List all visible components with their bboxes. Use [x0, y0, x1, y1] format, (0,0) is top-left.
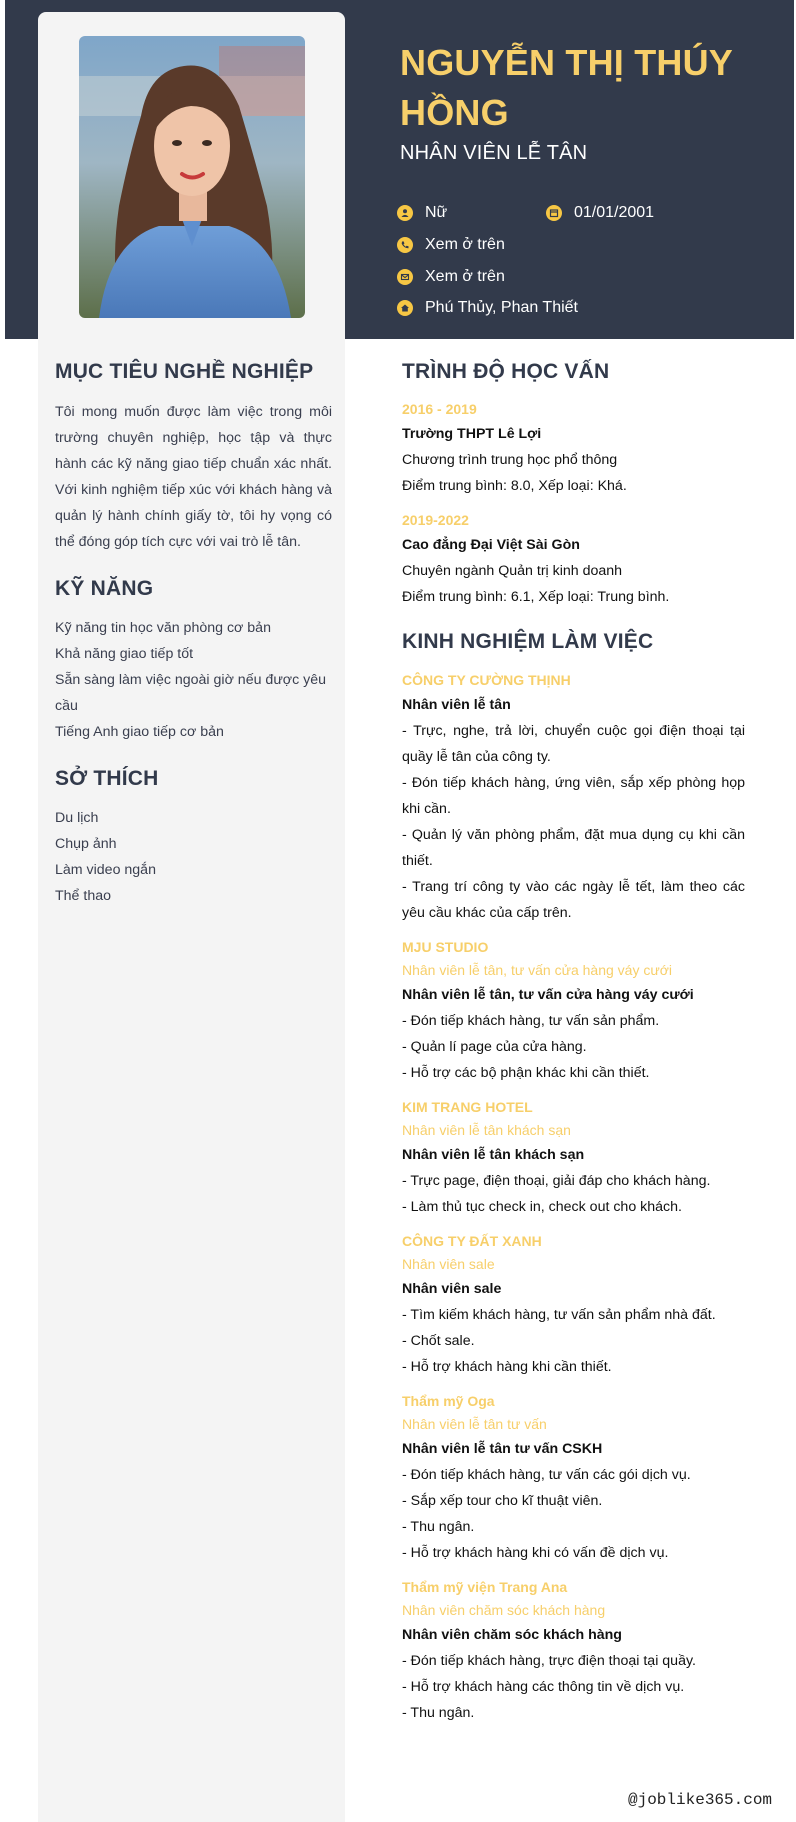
birthdate-row: [546, 204, 654, 222]
skills-list: [55, 615, 332, 745]
experience-position: Nhân viên lễ tân tư vấn CSKH: [402, 1441, 603, 1457]
experience-title: KINH NGHIỆM LÀM VIỆC: [402, 630, 654, 653]
experience-entry: [402, 936, 745, 1086]
experience-line: - Hỗ trợ các bộ phận khác khi cần thiết.: [402, 1065, 650, 1081]
experience-subtitle: Nhân viên lễ tân khách sạn: [402, 1122, 571, 1138]
calendar-icon: [546, 205, 562, 221]
skill-item: Sẵn sàng làm việc ngoài giờ nếu được yêu cầu: [55, 672, 327, 714]
education-list: [402, 398, 745, 620]
education-school: Trường THPT Lê Lợi: [402, 426, 542, 442]
skills-title: KỸ NĂNG: [55, 577, 154, 600]
home-icon: [397, 300, 413, 316]
experience-line: - Quản lí page của cửa hàng.: [402, 1039, 587, 1055]
hobbies-list: [55, 805, 332, 909]
hobby-item: Du lịch: [55, 810, 99, 826]
experience-position: Nhân viên lễ tân, tư vấn cửa hàng váy cưới: [402, 987, 694, 1003]
education-period: 2016 - 2019: [402, 401, 477, 417]
education-line: Chuyên ngành Quản trị kinh doanh: [402, 563, 623, 579]
hobby-item: Chụp ảnh: [55, 836, 117, 852]
experience-entry: [402, 1390, 745, 1566]
experience-position: Nhân viên sale: [402, 1281, 502, 1297]
experience-line: - Trực page, điện thoại, giải đáp cho khách hàng.: [402, 1173, 711, 1189]
experience-line: - Hỗ trợ khách hàng khi cần thiết.: [402, 1359, 612, 1375]
experience-position: Nhân viên lễ tân khách sạn: [402, 1147, 585, 1163]
phone-row: [397, 236, 505, 254]
education-period: 2019-2022: [402, 512, 469, 528]
gender-value: Nữ: [425, 204, 448, 221]
objective-text: Tôi mong muốn được làm việc trong môi trường chuyên nghiệp, học tập và thực hành các kỹ năng giao tiếp chuẩn xác nhất. Với kinh nghiệm tiếp xúc với khách hàng và quản lý hành chính giấy tờ, tôi hy vọng có thể đóng góp tích cực với vai trò lễ tân.: [55, 404, 332, 550]
experience-line: - Hỗ trợ khách hàng các thông tin về dịch vụ.: [402, 1679, 685, 1695]
education-line: Điểm trung bình: 8.0, Xếp loại: Khá.: [402, 478, 627, 494]
experience-line: - Làm thủ tục check in, check out cho khách.: [402, 1199, 682, 1215]
experience-company: KIM TRANG HOTEL: [402, 1099, 533, 1115]
education-entry: [402, 509, 745, 610]
phone-value: Xem ở trên: [425, 236, 505, 253]
hobby-item: Thể thao: [55, 888, 112, 904]
skill-item: Tiếng Anh giao tiếp cơ bản: [55, 724, 224, 740]
address-value: Phú Thủy, Phan Thiết: [425, 299, 578, 316]
experience-company: Thẩm mỹ viện Trang Ana: [402, 1579, 568, 1595]
experience-subtitle: Nhân viên chăm sóc khách hàng: [402, 1602, 606, 1618]
address-row: [397, 299, 578, 317]
education-line: Chương trình trung học phổ thông: [402, 452, 618, 468]
experience-company: CÔNG TY ĐẤT XANH: [402, 1233, 542, 1249]
experience-entry: [402, 1096, 745, 1220]
experience-line: - Thu ngân.: [402, 1519, 475, 1535]
birthdate-value: 01/01/2001: [574, 204, 655, 221]
hobbies-title: SỞ THÍCH: [55, 767, 159, 790]
experience-line: - Đón tiếp khách hàng, trực điện thoại tại quầy.: [402, 1653, 696, 1669]
education-title: TRÌNH ĐỘ HỌC VẤN: [402, 360, 610, 383]
experience-line: - Chốt sale.: [402, 1333, 475, 1349]
objective-title: MỤC TIÊU NGHỀ NGHIỆP: [55, 360, 314, 383]
experience-line: - Hỗ trợ khách hàng khi có vấn đề dịch vụ.: [402, 1545, 669, 1561]
email-icon: [397, 269, 413, 285]
experience-entry: [402, 1230, 745, 1380]
education-line: Điểm trung bình: 6.1, Xếp loại: Trung bình.: [402, 589, 670, 605]
experience-list: [402, 669, 745, 1736]
hobby-item: Làm video ngắn: [55, 862, 156, 878]
experience-company: Thẩm mỹ Oga: [402, 1393, 495, 1409]
gender-row: [397, 204, 447, 222]
experience-company: MJU STUDIO: [402, 939, 489, 955]
experience-line: - Đón tiếp khách hàng, ứng viên, sắp xếp phòng họp khi cần.: [402, 775, 745, 817]
experience-line: - Đón tiếp khách hàng, tư vấn các gói dịch vụ.: [402, 1467, 691, 1483]
experience-subtitle: Nhân viên lễ tân tư vấn: [402, 1416, 547, 1432]
experience-line: - Thu ngân.: [402, 1705, 475, 1721]
experience-position: Nhân viên chăm sóc khách hàng: [402, 1627, 622, 1643]
user-icon: [397, 205, 413, 221]
email-row: [397, 268, 505, 286]
experience-subtitle: Nhân viên sale: [402, 1256, 495, 1272]
experience-line: - Trực, nghe, trả lời, chuyển cuộc gọi điện thoại tại quầy lễ tân của công ty.: [402, 723, 745, 765]
phone-icon: [397, 237, 413, 253]
experience-entry: [402, 669, 745, 926]
profile-photo: [79, 36, 305, 318]
education-entry: [402, 398, 745, 499]
candidate-name: NGUYỄN THỊ THÚY HỒNG: [400, 42, 733, 133]
experience-line: - Trang trí công ty vào các ngày lễ tết, làm theo các yêu cầu khác của cấp trên.: [402, 879, 745, 921]
experience-subtitle: Nhân viên lễ tân, tư vấn cửa hàng váy cưới: [402, 962, 672, 978]
candidate-title: NHÂN VIÊN LỄ TÂN: [400, 142, 588, 164]
experience-line: - Đón tiếp khách hàng, tư vấn sản phẩm.: [402, 1013, 660, 1029]
education-school: Cao đẳng Đại Việt Sài Gòn: [402, 537, 580, 553]
experience-company: CÔNG TY CƯỜNG THỊNH: [402, 672, 571, 688]
email-value: Xem ở trên: [425, 268, 505, 285]
skill-item: Kỹ năng tin học văn phòng cơ bản: [55, 620, 271, 636]
experience-entry: [402, 1576, 745, 1726]
watermark: @joblike365.com: [628, 1791, 773, 1809]
skill-item: Khả năng giao tiếp tốt: [55, 646, 194, 662]
experience-line: - Quản lý văn phòng phẩm, đặt mua dụng cụ khi cần thiết.: [402, 827, 745, 869]
experience-position: Nhân viên lễ tân: [402, 697, 511, 713]
experience-line: - Sắp xếp tour cho kĩ thuật viên.: [402, 1493, 603, 1509]
experience-line: - Tìm kiếm khách hàng, tư vấn sản phẩm nhà đất.: [402, 1307, 716, 1323]
